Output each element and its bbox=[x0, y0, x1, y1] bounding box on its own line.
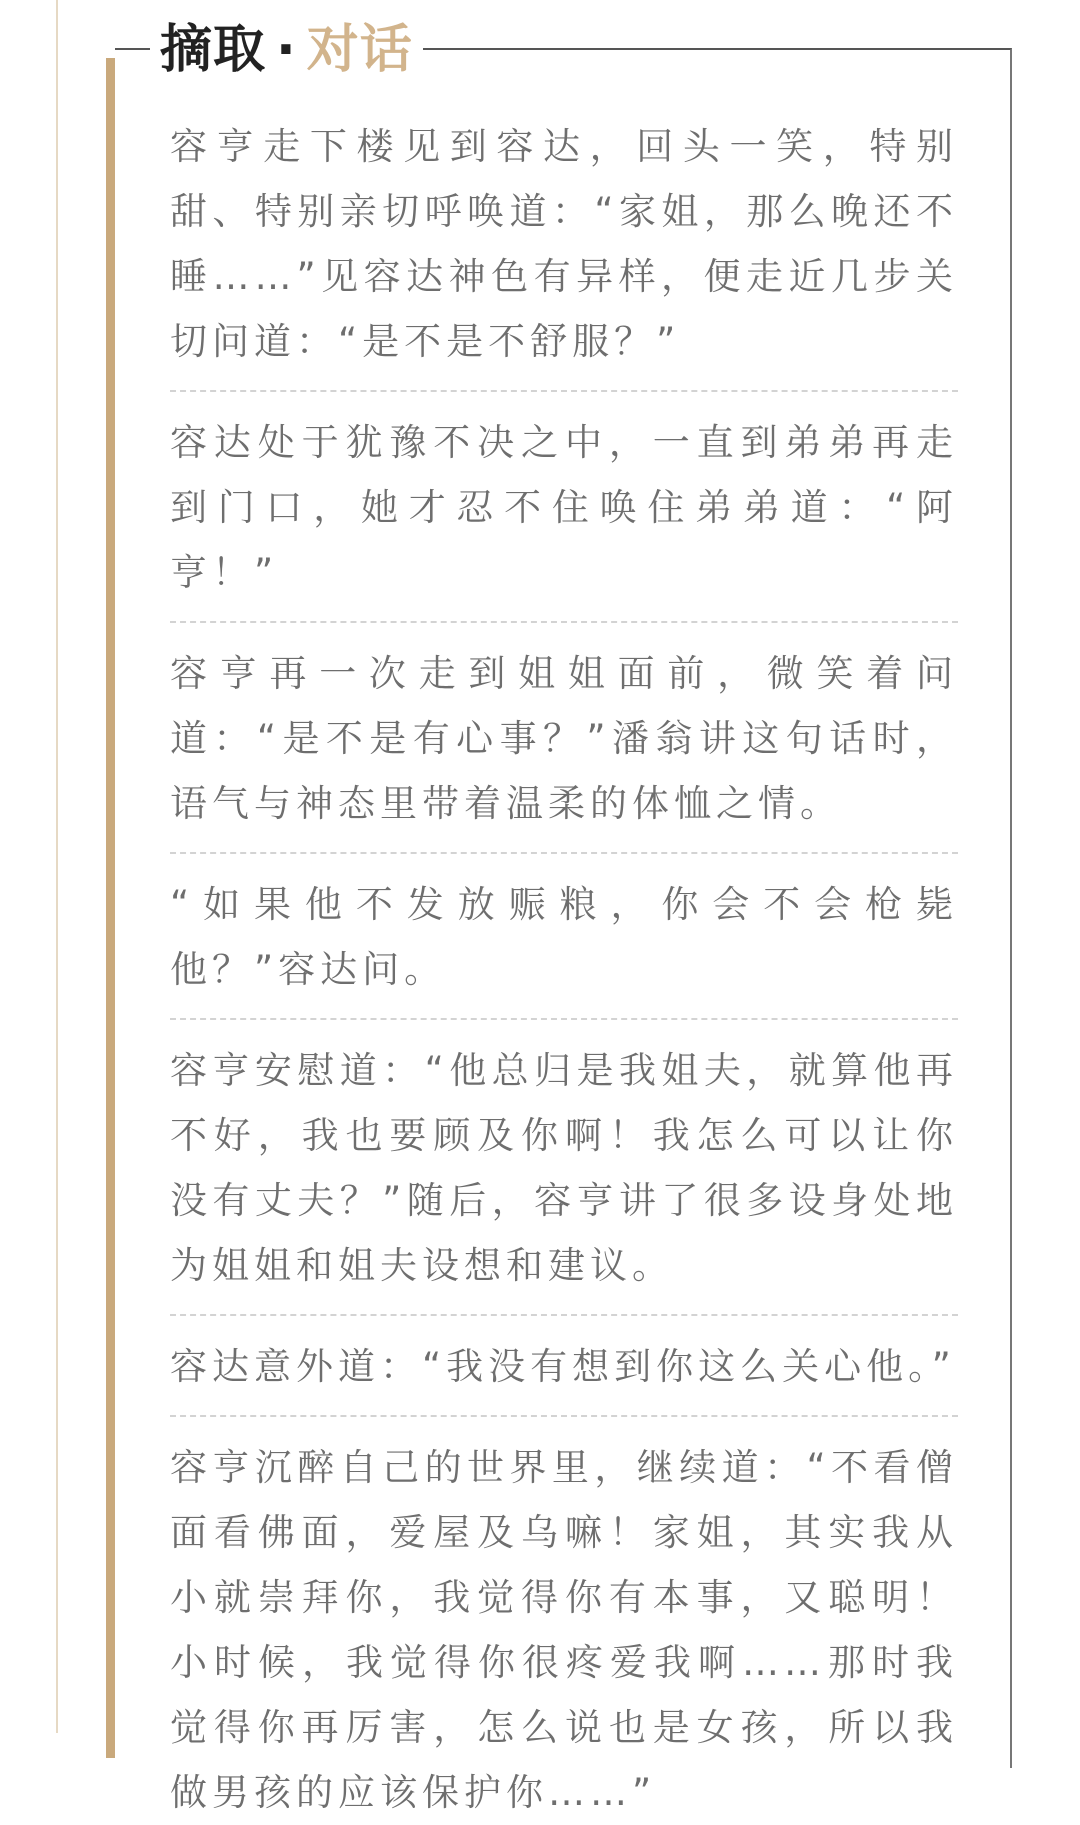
title-accent: 对话 bbox=[306, 20, 413, 80]
dashed-divider bbox=[170, 1314, 958, 1316]
frame-accent-bar bbox=[106, 58, 115, 1758]
dialogue-paragraph: 容达处于犹豫不决之中，一直到弟弟再走到门口，她才忍不住唤住弟弟道：“阿亨！” bbox=[170, 421, 958, 594]
dialogue-paragraph: “如果他不发放赈粮，你会不会枪毙他？”容达问。 bbox=[170, 883, 958, 991]
dashed-divider bbox=[170, 621, 958, 623]
dialogue-paragraph: 容亨沉醉自己的世界里，继续道：“不看僧面看佛面，爱屋及乌嘛！家姐，其实我从小就崇拜你，我觉得你有本事，又聪明！小时候，我觉得你很疼爱我啊……那时我觉得你再厉害，怎么说也是女孩，所以我做男孩的应该保护你……” bbox=[170, 1446, 958, 1814]
dialogue-paragraph: 容亨走下楼见到容达，回头一笑，特别甜、特别亲切呼唤道：“家姐，那么晚还不睡……”见容达神色有异样，便走近几步关切问道：“是不是不舒服？” bbox=[170, 125, 958, 363]
dashed-divider bbox=[170, 1018, 958, 1020]
left-margin-rule bbox=[56, 0, 58, 1733]
dialogue-paragraph: 容亨再一次走到姐姐面前，微笑着问道：“是不是有心事？”潘翁讲这句话时，语气与神态里带着温柔的体恤之情。 bbox=[170, 652, 958, 825]
dialogue-paragraph: 容达意外道：“我没有想到你这么关心他。” bbox=[170, 1345, 956, 1388]
title-separator: · bbox=[276, 20, 297, 80]
dialogue-list bbox=[170, 114, 958, 1825]
dialogue-paragraph: 容亨安慰道：“他总归是我姐夫，就算他再不好，我也要顾及你啊！我怎么可以让你没有丈夫？”随后，容亨讲了很多设身处地为姐姐和姐夫设想和建议。 bbox=[170, 1049, 958, 1287]
dashed-divider bbox=[170, 852, 958, 854]
section-title bbox=[150, 14, 423, 86]
title-main: 摘取 bbox=[160, 20, 267, 80]
dashed-divider bbox=[170, 390, 958, 392]
dashed-divider bbox=[170, 1415, 958, 1417]
